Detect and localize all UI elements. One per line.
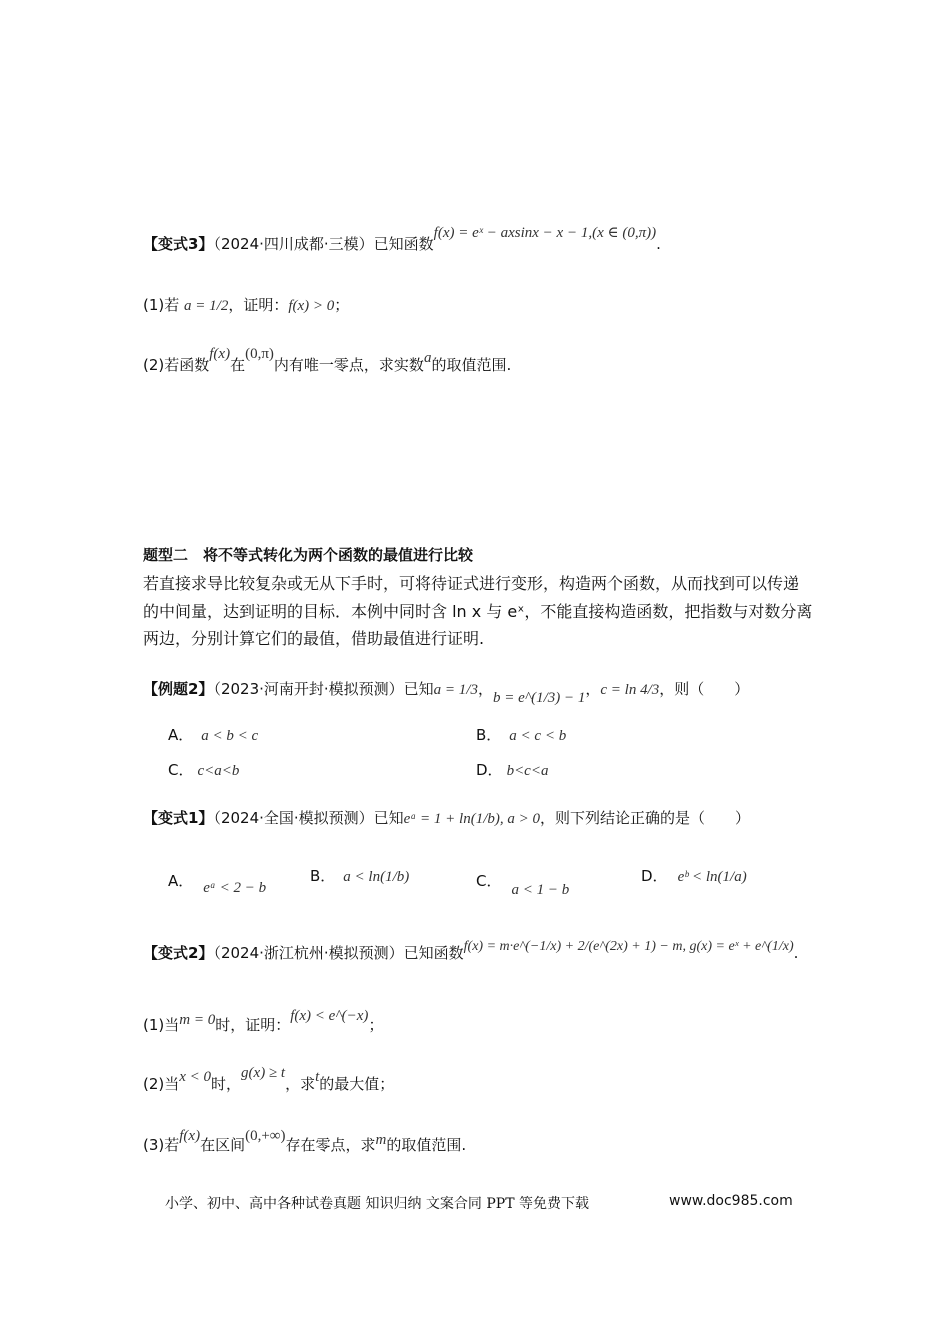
ex2-option-a[interactable] (168, 724, 258, 745)
option-text: b<c<a (506, 763, 549, 779)
v3-end: . (656, 235, 661, 253)
v3-p2-f: f(x) (209, 346, 231, 362)
v2-p1-lead: (1)当 (143, 1016, 180, 1034)
v2-p2-ask: ，求 (285, 1075, 316, 1093)
v1-ask: ，则下列结论正确的是（ ） (539, 809, 750, 827)
v2-p1-cond: m = 0 (179, 1012, 216, 1028)
v1-formula: eᵃ = 1 + ln(1/b), a > 0 (403, 811, 540, 827)
v3-p2-end: 的取值范围. (431, 356, 512, 374)
ex2-b: b = e^(1/3) − 1 (492, 690, 586, 706)
v1-source: （2024·全国·模拟预测）已知 (213, 809, 404, 827)
option-text: a < c < b (509, 728, 567, 744)
v2-p2-mid: 时， (211, 1075, 242, 1093)
v2-p2-formula: g(x) ≥ t (241, 1065, 286, 1081)
v2-part1 (143, 1008, 384, 1035)
v3-p2-in: 在 (230, 356, 246, 374)
v3-part2 (143, 346, 512, 375)
v2-p3-var: m (375, 1132, 387, 1148)
v3-p1-lead: (1)若 (143, 296, 180, 314)
v3-p1-formula: f(x) > 0 (288, 298, 335, 314)
ex2-option-d[interactable] (476, 759, 548, 780)
v3-tag: 【变式3】 (143, 235, 214, 253)
ex2-option-b[interactable] (476, 724, 566, 745)
v2-p3-end: 的取值范围. (386, 1136, 467, 1154)
option-label: A． (168, 872, 194, 890)
v1-option-c[interactable] (476, 870, 570, 898)
v3-source: （2024·四川成都·三模）已知函数 (213, 235, 434, 253)
ex2-c: c = ln 4/3 (600, 682, 660, 698)
v2-end: . (793, 944, 799, 962)
ex2-tag: 【例题2】 (143, 680, 214, 698)
v2-p2-lead: (2)当 (143, 1075, 180, 1093)
v2-p1-formula: f(x) < e^(−x) (290, 1008, 369, 1024)
v2-p2-cond: x < 0 (179, 1069, 212, 1085)
v2-p3-f: f(x) (179, 1128, 201, 1144)
v3-formula: f(x) = eˣ − axsinx − x − 1,(x ∈ (0,π)) (433, 225, 657, 241)
footer-link[interactable]: www.doc985.com (669, 1193, 793, 1209)
v2-p2-var: t (315, 1069, 320, 1085)
option-label: D． (476, 761, 503, 779)
footer-text: 小学、初中、高中各种试卷真题 知识归纳 文案合同 PPT 等免费下载 (165, 1196, 589, 1212)
option-label: D． (641, 867, 668, 885)
v2-source: （2024·浙江杭州·模拟预测）已知函数 (213, 944, 464, 962)
v2-tag: 【变式2】 (143, 944, 214, 962)
ex2-source: （2023·河南开封·模拟预测）已知 (213, 680, 434, 698)
option-label: C． (476, 872, 502, 890)
option-label: B． (310, 867, 336, 885)
v2-p1-mid: 时，证明： (215, 1016, 291, 1034)
v1-tag: 【变式1】 (143, 809, 214, 827)
v2-part3 (143, 1128, 467, 1155)
v3-p1-cond: a = 1/2 (184, 298, 229, 314)
v3-p2-lead: (2)若函数 (143, 356, 210, 374)
option-label: B． (476, 726, 502, 744)
option-text: eᵃ < 2 − b (203, 880, 267, 896)
v2-p1-end: ； (368, 1016, 384, 1034)
v2-line (143, 939, 799, 963)
option-text: eᵇ < ln(1/a) (677, 869, 747, 885)
option-text: a < b < c (201, 728, 259, 744)
ex2-a: a = 1/3 (433, 682, 478, 698)
v3-p1-mid: ，证明： (228, 296, 289, 314)
v2-p3-interval: (0,+∞) (245, 1128, 286, 1144)
v3-part1 (143, 294, 349, 315)
ex2-ask: ，则（ ） (659, 680, 750, 698)
v1-option-b[interactable] (310, 865, 409, 886)
v2-formula: f(x) = m·e^(−1/x) + 2/(e^(2x) + 1) − m, g(x) = eˣ + e^(1/x) (463, 939, 794, 954)
option-label: C． (168, 761, 194, 779)
v3-line (143, 225, 661, 254)
v2-p3-lead: (3)若 (143, 1136, 180, 1154)
topic2-title: 题型二 将不等式转化为两个函数的最值进行比较 (143, 546, 474, 564)
ex2-option-c[interactable] (168, 759, 239, 780)
v3-p2-interval: (0,π) (245, 346, 274, 362)
v3-p2-rest: 内有唯一零点，求实数 (273, 356, 424, 374)
topic2-intro: 若直接求导比较复杂或无从下手时，可将待证式进行变形，构造两个函数，从而找到可以传递的中间量，达到证明的目标．本例中同时含 ln x 与 eˣ，不能直接构造函数，把指数与对数分离两边，分别计算它们的最值，借助最值进行证明. (143, 574, 813, 648)
v2-p2-end: 的最大值； (319, 1075, 395, 1093)
ex2-line: 【例题2】（2023·河南开封·模拟预测）已知a = 1/3，b = e^(1/3) − 1，c = ln 4/3，则（ ） (143, 680, 750, 706)
option-label: A． (168, 726, 194, 744)
v1-line (143, 807, 750, 828)
v2-p3-rest: 存在零点，求 (285, 1136, 376, 1154)
v2-part2 (143, 1065, 395, 1094)
option-text: a < ln(1/b) (343, 869, 410, 885)
option-text: c<a<b (197, 763, 240, 779)
v1-option-d[interactable] (641, 865, 747, 886)
v1-option-a[interactable] (168, 870, 267, 896)
v3-p1-end: ； (334, 296, 350, 314)
option-text: a < 1 − b (511, 882, 570, 898)
v2-p3-in: 在区间 (200, 1136, 246, 1154)
v3-p2-var: a (423, 350, 432, 366)
